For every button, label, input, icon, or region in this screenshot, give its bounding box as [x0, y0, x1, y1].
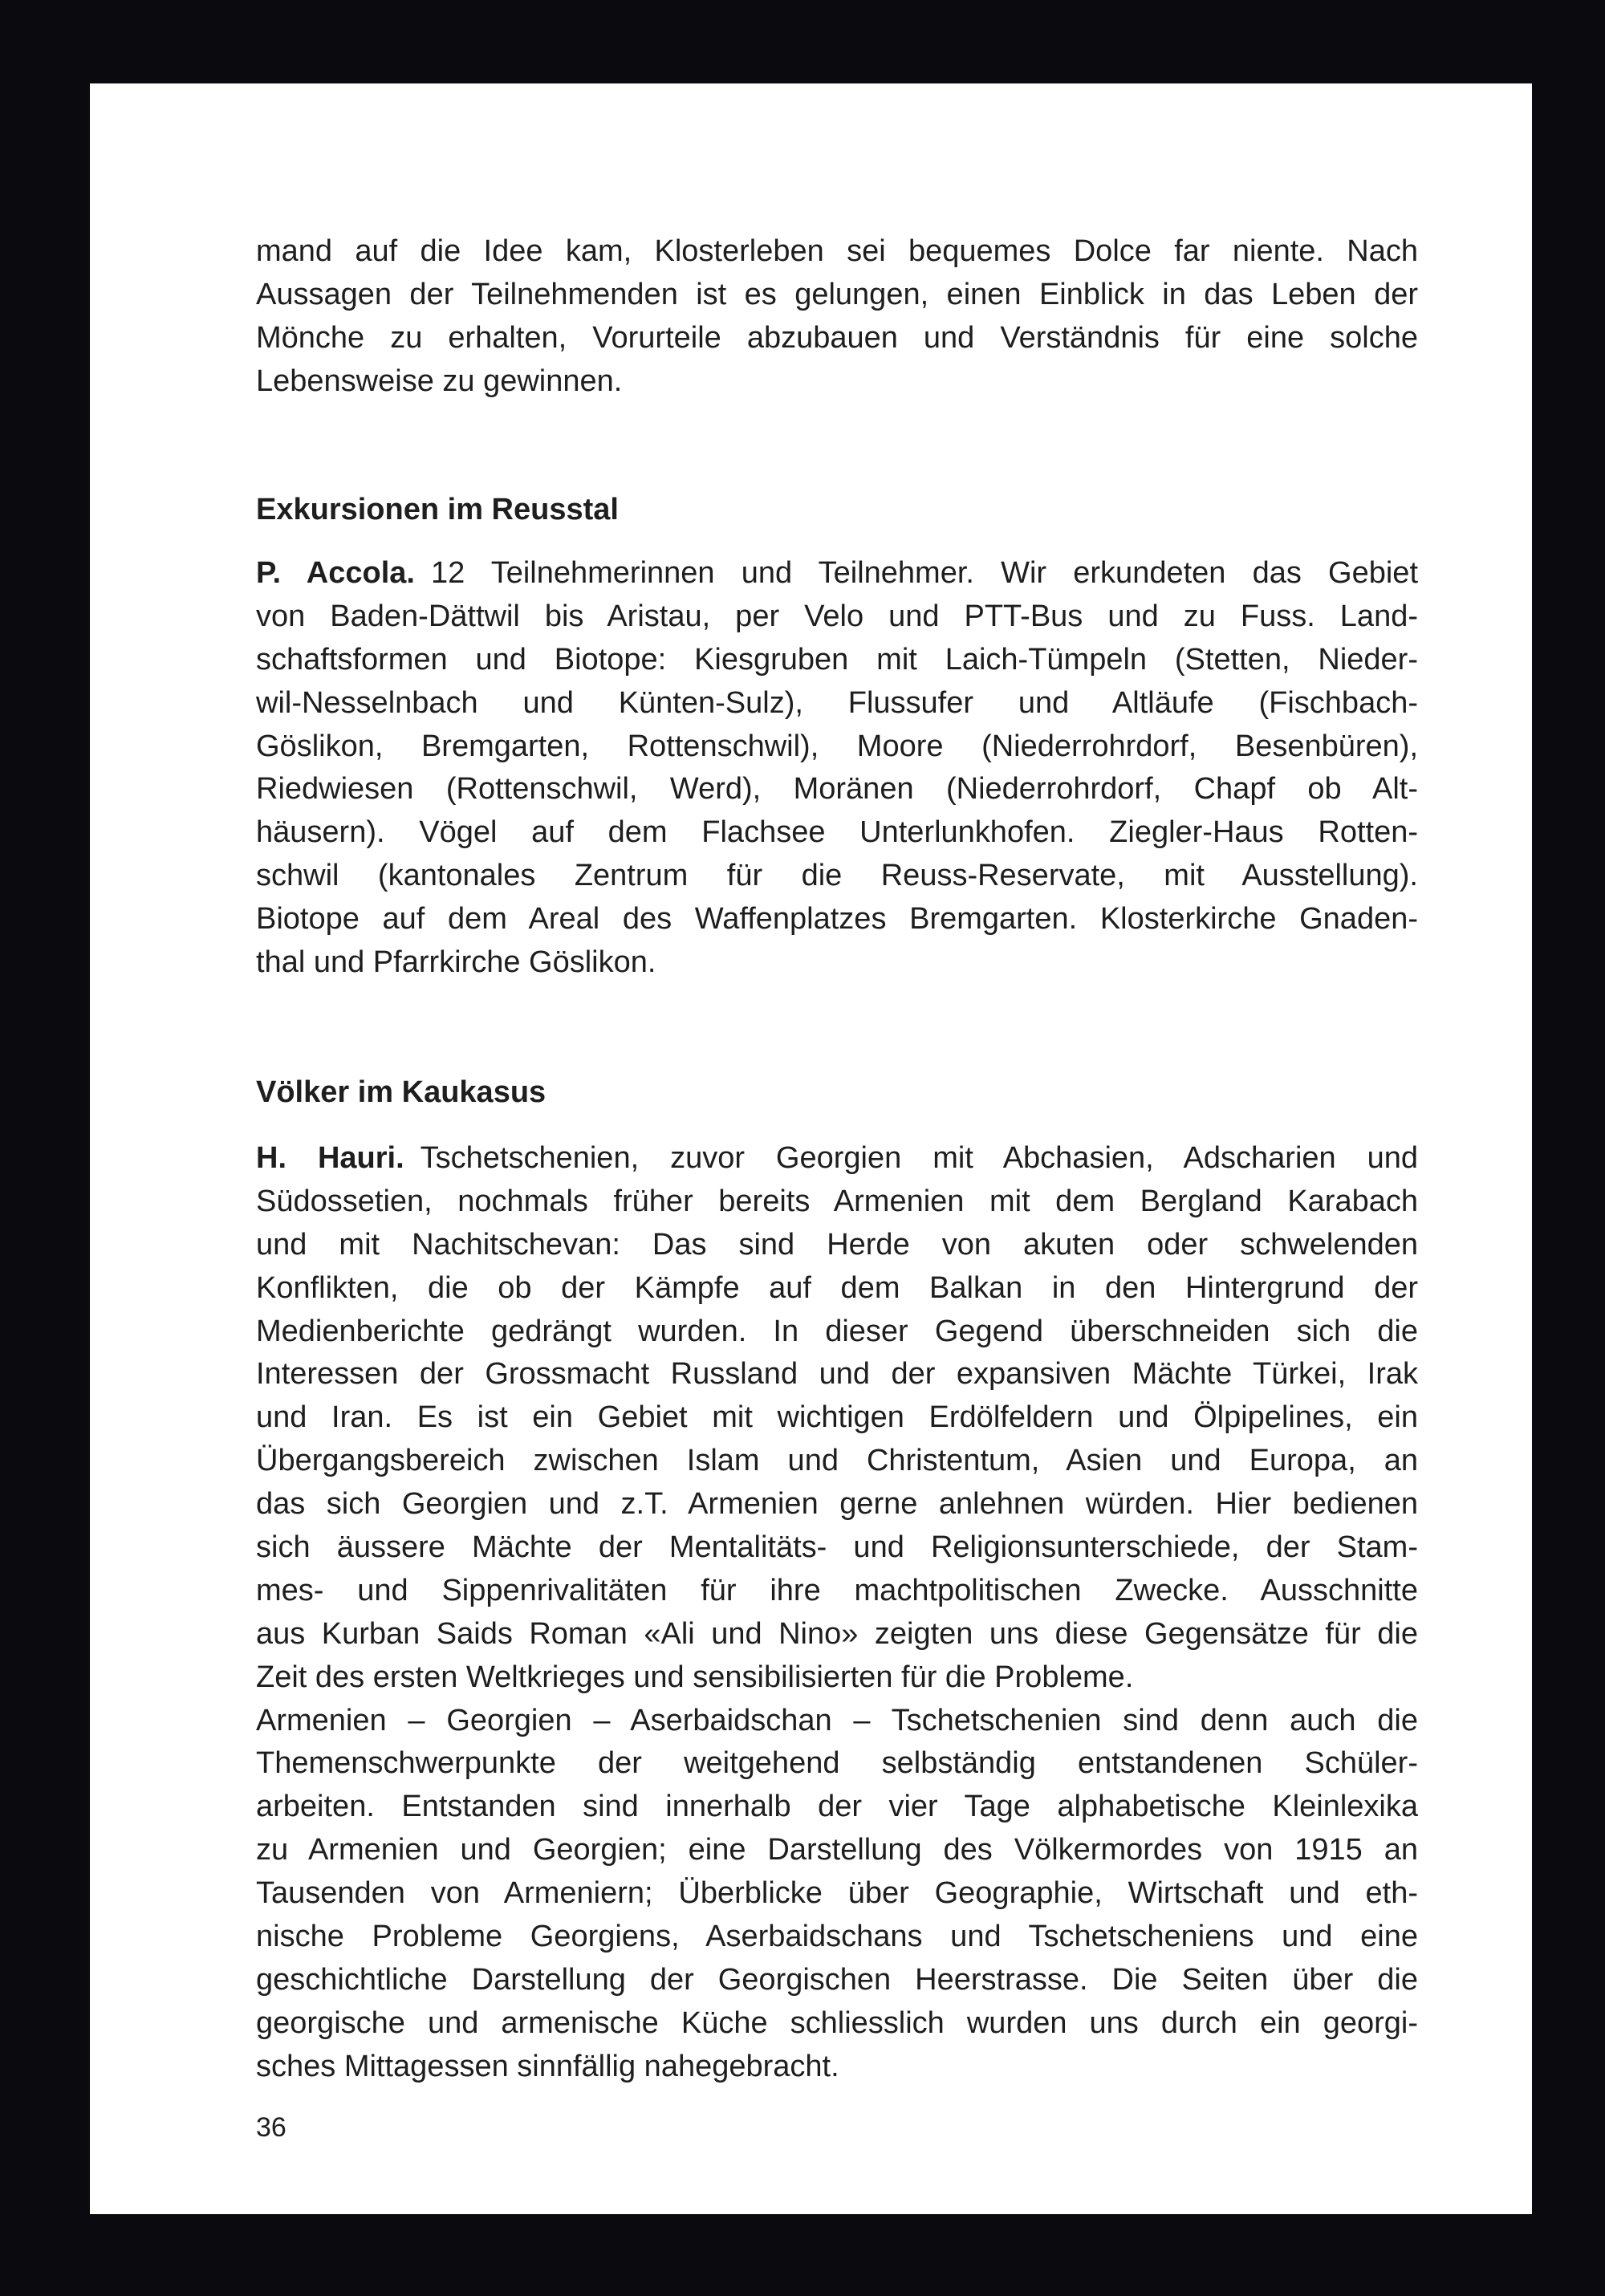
text-line: und Iran. Es ist ein Gebiet mit wichtigen Erdölfeldern und Ölpipelines, ein — [256, 1400, 1418, 1435]
text-line: nische Probleme Georgiens, Aserbaidschans und Tschetscheniens und eine — [256, 1920, 1418, 1954]
text-line: georgische und armenische Küche schliesslich wurden uns durch ein georgi- — [256, 2005, 1418, 2040]
text-line: Übergangsbereich zwischen Islam und Christentum, Asien und Europa, an — [256, 1444, 1418, 1478]
text-line: Tausenden von Armeniern; Überblicke über Geographie, Wirtschaft und eth- — [256, 1876, 1418, 1911]
text-line: Interessen der Grossmacht Russland und der expansiven Mächte Türkei, Irak — [256, 1357, 1418, 1392]
section-exkursionen-body — [256, 552, 1418, 985]
section-heading: Völker im Kaukasus — [256, 1075, 547, 1109]
text-line — [256, 1137, 1418, 1181]
text-line: thal und Pfarrkirche Göslikon. — [256, 945, 656, 980]
text-line: Medienberichte gedrängt wurden. In dieser Gegend überschneiden sich die — [256, 1314, 1418, 1348]
text-line: mes- und Sippenrivalitäten für ihre machtpolitischen Zwecke. Ausschnitte — [256, 1573, 1418, 1607]
author-name: P. Accola. — [256, 556, 415, 590]
text-line: Aussagen der Teilnehmenden ist es gelungen, einen Einblick in das Leben der — [256, 277, 1418, 311]
document-page — [90, 83, 1532, 2214]
text-line: Themenschwerpunkte der weitgehend selbständig entstandenen Schüler- — [256, 1746, 1418, 1781]
text-line: sches Mittagessen sinnfällig nahegebracht. — [256, 2049, 839, 2083]
text-line: geschichtliche Darstellung der Georgischen Heerstrasse. Die Seiten über die — [256, 1962, 1418, 1997]
text-line: Armenien – Georgien – Aserbaidschan – Tschetschenien sind denn auch die — [256, 1703, 1418, 1737]
text-line: wil-Nesselnbach und Künten-Sulz), Flussufer und Altläufe (Fischbach- — [256, 685, 1418, 720]
line-text: Tschetschenien, zuvor Georgien mit Abchasien, Adscharien und — [420, 1141, 1419, 1175]
text-line: Lebensweise zu gewinnen. — [256, 364, 623, 398]
text-line: schwil (kantonales Zentrum für die Reuss-Reservate, mit Ausstellung). — [256, 859, 1418, 893]
text-line: arbeiten. Entstanden sind innerhalb der vier Tage alphabetische Kleinlexika — [256, 1790, 1418, 1824]
text-line: das sich Georgien und z.T. Armenien gerne anlehnen würden. Hier bedienen — [256, 1487, 1418, 1522]
section-heading: Exkursionen im Reusstal — [256, 493, 619, 526]
text-line: und mit Nachitschevan: Das sind Herde von akuten oder schwelenden — [256, 1227, 1418, 1262]
text-line: sich äussere Mächte der Mentalitäts- und Religionsunterschiede, der Stam- — [256, 1530, 1418, 1565]
line-text: 12 Teilnehmerinnen und Teilnehmer. Wir erkundeten das Gebiet — [430, 556, 1419, 590]
section-voelker — [256, 1071, 1418, 1114]
text-line: Biotope auf dem Areal des Waffenplatzes Bremgarten. Klosterkirche Gnaden- — [256, 902, 1418, 937]
text-line: schaftsformen und Biotope: Kiesgruben mit Laich-Tümpeln (Stetten, Nieder- — [256, 642, 1418, 677]
text-line: Zeit des ersten Weltkrieges und sensibilisierten für die Probleme. — [256, 1660, 1134, 1694]
author-name: H. Hauri. — [256, 1141, 404, 1175]
text-line: Südossetien, nochmals früher bereits Armenien mit dem Bergland Karabach — [256, 1184, 1418, 1218]
text-line: zu Armenien und Georgien; eine Darstellung des Völkermordes von 1915 an — [256, 1833, 1418, 1867]
section-intro-continuation — [256, 230, 1418, 404]
text-line: Göslikon, Bremgarten, Rottenschwil), Moore (Niederrohrdorf, Besenbüren), — [256, 729, 1418, 763]
section-exkursionen — [256, 488, 1418, 531]
text-line: häusern). Vögel auf dem Flachsee Unterlunkhofen. Ziegler-Haus Rotten- — [256, 815, 1418, 850]
page-number: 36 — [256, 2112, 286, 2143]
text-line: von Baden-Dättwil bis Aristau, per Velo und PTT-Bus und zu Fuss. Land- — [256, 599, 1418, 633]
section-voelker-body — [256, 1137, 1418, 2089]
text-line: aus Kurban Saids Roman «Ali und Nino» zeigten uns diese Gegensätze für die — [256, 1616, 1418, 1651]
text-line: mand auf die Idee kam, Klosterleben sei bequemes Dolce far niente. Nach — [256, 234, 1418, 268]
text-line: Mönche zu erhalten, Vorurteile abzubauen und Verständnis für eine solche — [256, 320, 1418, 355]
text-line: Riedwiesen (Rottenschwil, Werd), Moränen (Niederrohrdorf, Chapf ob Alt- — [256, 772, 1418, 807]
text-line — [256, 552, 1418, 595]
text-line: Konflikten, die ob der Kämpfe auf dem Balkan in den Hintergrund der — [256, 1270, 1418, 1305]
